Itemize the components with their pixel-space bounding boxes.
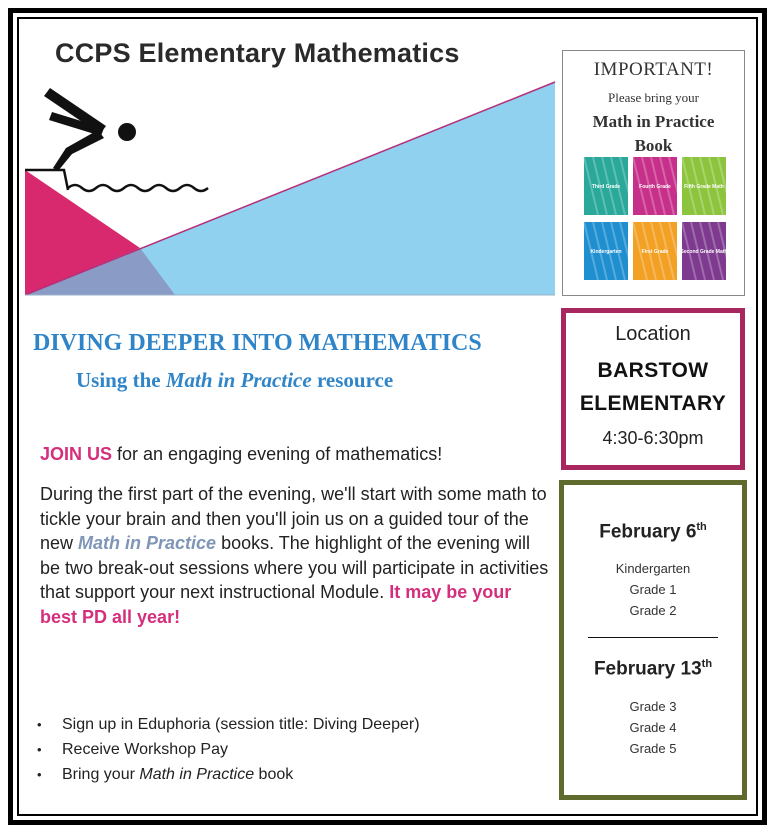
flyer-title: CCPS Elementary Mathematics	[55, 38, 460, 68]
session-2	[564, 658, 742, 758]
important-book-title	[563, 110, 744, 158]
bullet-marker: •	[37, 717, 42, 732]
list-item-text: Receive Workshop Pay	[62, 741, 228, 758]
list-item-book: Math in Practice	[139, 766, 255, 783]
subheading-post: resource	[311, 368, 394, 392]
bullet-marker: •	[37, 742, 42, 757]
session-1-suffix: th	[696, 521, 707, 533]
session-1-date	[564, 521, 742, 543]
swimmer-diving-icon	[44, 88, 136, 171]
bullet-marker: •	[37, 767, 42, 782]
book-cover	[633, 157, 683, 215]
join-us-text: for an engaging evening of mathematics!	[112, 444, 443, 464]
location-label: Location	[615, 323, 691, 345]
event-time: 4:30-6:30pm	[602, 428, 704, 448]
session-2-grade: Grade 3	[629, 698, 677, 714]
session-1	[564, 521, 742, 621]
session-1-month: February	[599, 521, 686, 543]
description-part-1: During the first part of the evening, we'll start with some math to tickle your brain and then you'll join us on a guided tour of the new	[40, 484, 547, 554]
event-description	[40, 482, 550, 630]
book-cover-label: Second Grade Math	[680, 249, 728, 255]
join-us-line	[40, 444, 442, 465]
water-wave	[68, 185, 208, 191]
session-1-grade: Grade 2	[629, 603, 677, 619]
location-school	[566, 354, 740, 420]
book-cover-label: Third Grade	[591, 184, 621, 190]
book-cover-label: First Grade	[641, 249, 669, 255]
book-cover-label: Fourth Grade	[639, 184, 671, 190]
session-2-grade: Grade 5	[629, 740, 677, 756]
session-2-grade: Grade 4	[629, 719, 677, 735]
list-item-text: book	[254, 766, 294, 783]
session-dates-box	[559, 480, 747, 800]
list-item-text: Bring your	[62, 766, 140, 783]
event-heading: DIVING DEEPER INTO MATHEMATICS	[33, 330, 482, 356]
list-item-text: Sign up in Eduphoria (session title: Diving Deeper)	[62, 716, 420, 733]
book-cover	[584, 222, 634, 280]
book-cover	[682, 157, 728, 215]
session-2-month: February	[593, 658, 681, 680]
important-subtext: Please bring your	[608, 90, 699, 105]
subheading-book: Math in Practice	[165, 368, 312, 392]
list-item	[37, 762, 420, 787]
location-box	[561, 308, 745, 470]
session-2-day: 13	[680, 658, 702, 680]
description-part-2: books. The highlight of the evening will be two break-out sessions where you will participate in activities that support your next instructional Module.	[40, 533, 549, 603]
important-notice	[562, 50, 745, 296]
school-line-2: ELEMENTARY	[579, 392, 727, 415]
session-2-date	[564, 658, 742, 680]
book-cover-label: Fifth Grade Math	[684, 184, 724, 190]
session-1-grade: Grade 1	[629, 582, 677, 598]
book-cover-label: Kindergarten	[590, 249, 622, 255]
book-title-line-2: Book	[634, 136, 673, 155]
book-cover	[681, 222, 728, 280]
session-divider	[588, 637, 718, 638]
session-1-day: 6	[685, 521, 697, 543]
list-item	[37, 712, 420, 737]
session-2-suffix: th	[701, 658, 713, 671]
description-highlight: It may be your best PD all year!	[40, 582, 512, 627]
subheading-pre: Using the	[76, 368, 166, 392]
session-1-grade: Kindergarten	[615, 561, 691, 577]
important-title: IMPORTANT!	[593, 59, 714, 80]
action-list	[37, 712, 420, 787]
book-cover	[584, 157, 634, 215]
description-book-title: Math in Practice	[78, 533, 217, 554]
event-subheading	[76, 368, 393, 393]
join-us-highlight: JOIN US	[40, 444, 113, 464]
diving-illustration	[22, 80, 557, 300]
school-line-1: BARSTOW	[597, 359, 709, 382]
book-covers-image	[583, 155, 728, 285]
list-item	[37, 737, 420, 762]
book-title-line-1: Math in Practice	[592, 112, 715, 131]
book-cover	[633, 222, 683, 280]
